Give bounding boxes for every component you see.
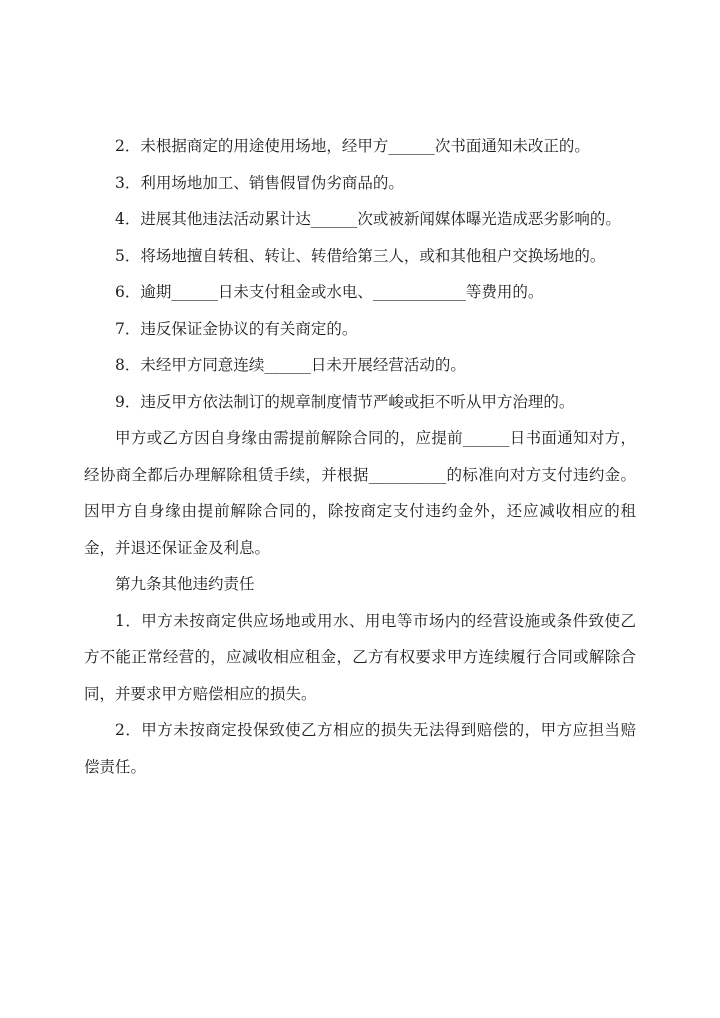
clause-paragraph-9: 9．违反甲方依法制订的规章制度情节严峻或拒不听从甲方治理的。 bbox=[115, 392, 575, 411]
document-body bbox=[84, 128, 636, 785]
clause-paragraph-5: 5．将场地擅自转租、转让、转借给第三人，或和其他租户交换场地的。 bbox=[115, 246, 606, 265]
clause-paragraph-8: 8．未经甲方同意连续______日未开展经营活动的。 bbox=[115, 356, 466, 374]
article-nine-heading: 第九条其他违约责任 bbox=[115, 575, 255, 593]
article-nine-clause-2: 2．甲方未按商定投保致使乙方相应的损失无法得到赔偿的，甲方应担当赔偿责任。 bbox=[84, 721, 636, 776]
clause-paragraph-4: 4．进展其他违法活动累计达______次或被新闻媒体曝光造成恶劣影响的。 bbox=[115, 210, 621, 228]
early-termination-paragraph: 甲方或乙方因自身缘由需提前解除合同的，应提前______日书面通知对方，经协商全都后办理解除租赁手续，并根据__________的标准向对方支付违约金。因甲方自身缘由提前解除合同的，除按商定支付违约金外，还应减收相应的租金，并退还保证金及利息。 bbox=[84, 429, 636, 557]
article-nine-clause-1: 1．甲方未按商定供应场地或用水、用电等市场内的经营设施或条件致使乙方不能正常经营的，应减收相应租金，乙方有权要求甲方连续履行合同或解除合同，并要求甲方赔偿相应的损失。 bbox=[84, 611, 636, 703]
clause-paragraph-7: 7．违反保证金协议的有关商定的。 bbox=[115, 319, 358, 338]
clause-paragraph-3: 3．利用场地加工、销售假冒伪劣商品的。 bbox=[115, 173, 404, 192]
clause-paragraph-2: 2．未根据商定的用途使用场地，经甲方______次书面通知未改正的。 bbox=[115, 137, 590, 155]
clause-paragraph-6: 6．逾期______日未支付租金或水电、____________等费用的。 bbox=[115, 283, 544, 301]
